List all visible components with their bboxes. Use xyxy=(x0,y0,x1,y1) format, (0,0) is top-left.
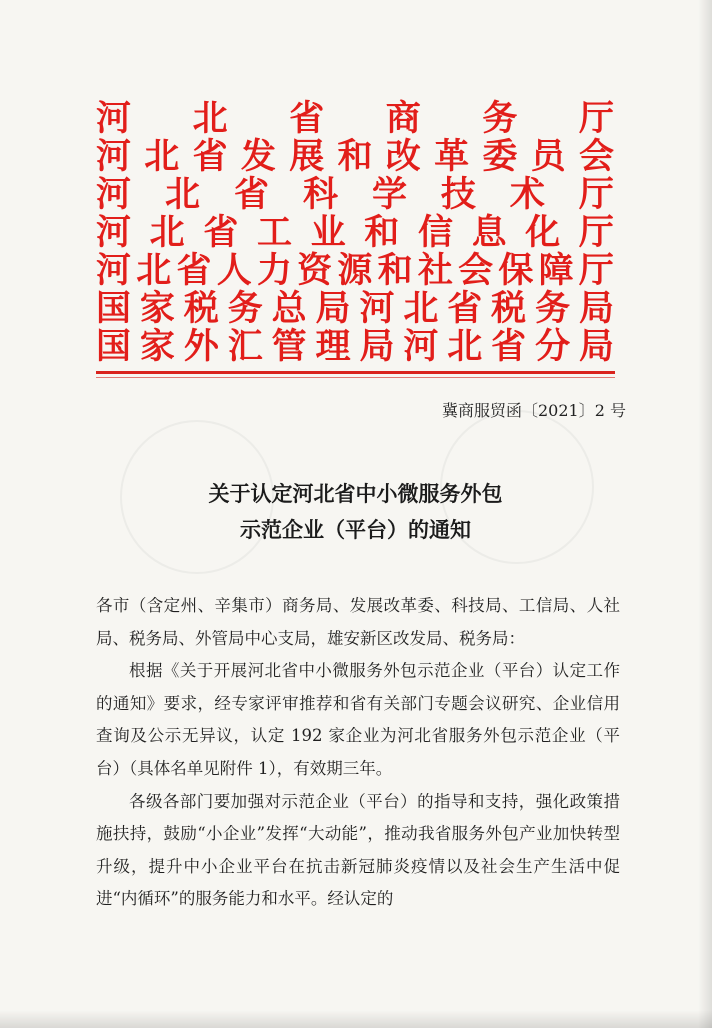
letterhead-char: 厅 xyxy=(578,174,614,215)
letterhead-char: 展 xyxy=(289,136,325,177)
letterhead-char: 人 xyxy=(216,250,252,291)
letterhead xyxy=(96,100,614,366)
letterhead-line-1 xyxy=(96,100,614,138)
letterhead-char: 北 xyxy=(149,212,185,253)
letterhead-char: 信 xyxy=(417,212,453,253)
letterhead-char: 汇 xyxy=(227,326,263,367)
letterhead-char: 和 xyxy=(364,212,400,253)
letterhead-line-2 xyxy=(96,138,614,176)
letterhead-char: 厅 xyxy=(578,250,614,291)
page-edge-shadow-right xyxy=(698,0,712,1028)
addressee-paragraph: 各市（含定州、辛集市）商务局、发展改革委、科技局、工信局、人社局、税务局、外管局中心支局，雄安新区改发局、税务局： xyxy=(96,596,620,648)
letterhead-char: 商 xyxy=(385,98,421,139)
letterhead-char: 保 xyxy=(498,250,534,291)
letterhead-char: 务 xyxy=(227,288,263,329)
document-number: 冀商服贸函〔2021〕2 号 xyxy=(442,401,626,420)
letterhead-char: 税 xyxy=(183,288,219,329)
letterhead-char: 和 xyxy=(377,250,413,291)
letterhead-char: 息 xyxy=(471,212,507,253)
letterhead-char: 厅 xyxy=(578,212,614,253)
red-divider-rule xyxy=(96,371,615,374)
letterhead-char: 委 xyxy=(482,136,518,177)
letterhead-char: 家 xyxy=(139,326,175,367)
letterhead-char: 分 xyxy=(535,326,571,367)
letterhead-char: 北 xyxy=(144,136,180,177)
letterhead-char: 改 xyxy=(385,136,421,177)
body-paragraph-2: 各级各部门要加强对示范企业（平台）的指导和支持，强化政策措施扶持，鼓励“小企业”发挥“大动能”，推动我省服务外包产业加快转型升级，提升中小企业平台在抗击新冠肺炎疫情以及社会生产生活中促进“内循环”的服务能力和水平。经认定的 xyxy=(96,791,620,909)
notice-body xyxy=(96,590,620,916)
letterhead-char: 河 xyxy=(96,136,132,177)
letterhead-char: 化 xyxy=(525,212,561,253)
letterhead-char: 和 xyxy=(337,136,373,177)
letterhead-line-7 xyxy=(96,328,614,366)
letterhead-char: 会 xyxy=(458,250,494,291)
letterhead-char: 技 xyxy=(440,174,476,215)
letterhead-char: 局 xyxy=(315,288,351,329)
letterhead-char: 局 xyxy=(578,288,614,329)
letterhead-char: 家 xyxy=(139,288,175,329)
letterhead-char: 北 xyxy=(136,250,172,291)
letterhead-char: 革 xyxy=(434,136,470,177)
letterhead-char: 北 xyxy=(164,174,200,215)
letterhead-char: 外 xyxy=(183,326,219,367)
letterhead-char: 河 xyxy=(96,250,132,291)
letterhead-char: 省 xyxy=(176,250,212,291)
letterhead-line-4 xyxy=(96,214,614,252)
letterhead-char: 发 xyxy=(240,136,276,177)
letterhead-line-3 xyxy=(96,176,614,214)
letterhead-char: 北 xyxy=(403,288,439,329)
letterhead-char: 省 xyxy=(192,136,228,177)
letterhead-char: 省 xyxy=(203,212,239,253)
letterhead-char: 总 xyxy=(271,288,307,329)
letterhead-char: 力 xyxy=(256,250,292,291)
letterhead-char: 学 xyxy=(371,174,407,215)
notice-title-line-1: 关于认定河北省中小微服务外包 xyxy=(208,482,503,506)
letterhead-char: 河 xyxy=(359,288,395,329)
letterhead-char: 业 xyxy=(310,212,346,253)
letterhead-char: 省 xyxy=(289,98,325,139)
letterhead-char: 员 xyxy=(530,136,566,177)
letterhead-char: 北 xyxy=(447,326,483,367)
letterhead-char: 源 xyxy=(337,250,373,291)
letterhead-char: 国 xyxy=(96,288,132,329)
letterhead-char: 省 xyxy=(447,288,483,329)
letterhead-char: 务 xyxy=(482,98,518,139)
letterhead-char: 理 xyxy=(315,326,351,367)
letterhead-line-5 xyxy=(96,252,614,290)
letterhead-char: 省 xyxy=(233,174,269,215)
letterhead-char: 国 xyxy=(96,326,132,367)
letterhead-char: 河 xyxy=(96,212,132,253)
letterhead-char: 务 xyxy=(535,288,571,329)
letterhead-char: 工 xyxy=(256,212,292,253)
letterhead-char: 科 xyxy=(302,174,338,215)
letterhead-char: 资 xyxy=(297,250,333,291)
letterhead-line-6 xyxy=(96,290,614,328)
letterhead-char: 省 xyxy=(491,326,527,367)
letterhead-char: 北 xyxy=(192,98,228,139)
letterhead-char: 社 xyxy=(417,250,453,291)
letterhead-char: 河 xyxy=(96,174,132,215)
body-paragraph-1: 根据《关于开展河北省中小微服务外包示范企业（平台）认定工作的通知》要求，经专家评审推荐和省有关部门专题会议研究、企业信用查询及公示无异议，认定 192 家企业为河北省服务外包示范企业（平台）（具体名单见附件 1），有效期三年。 xyxy=(96,661,620,778)
red-divider-rule-thin xyxy=(96,377,615,378)
letterhead-char: 管 xyxy=(271,326,307,367)
letterhead-char: 河 xyxy=(96,98,132,139)
letterhead-char: 障 xyxy=(538,250,574,291)
letterhead-char: 会 xyxy=(578,136,614,177)
letterhead-char: 河 xyxy=(403,326,439,367)
letterhead-char: 厅 xyxy=(578,98,614,139)
letterhead-char: 术 xyxy=(509,174,545,215)
page-edge-shadow-bottom xyxy=(0,1010,712,1028)
notice-title-line-2: 示范企业（平台）的通知 xyxy=(240,518,471,542)
letterhead-char: 局 xyxy=(359,326,395,367)
letterhead-char: 局 xyxy=(578,326,614,367)
letterhead-char: 税 xyxy=(491,288,527,329)
